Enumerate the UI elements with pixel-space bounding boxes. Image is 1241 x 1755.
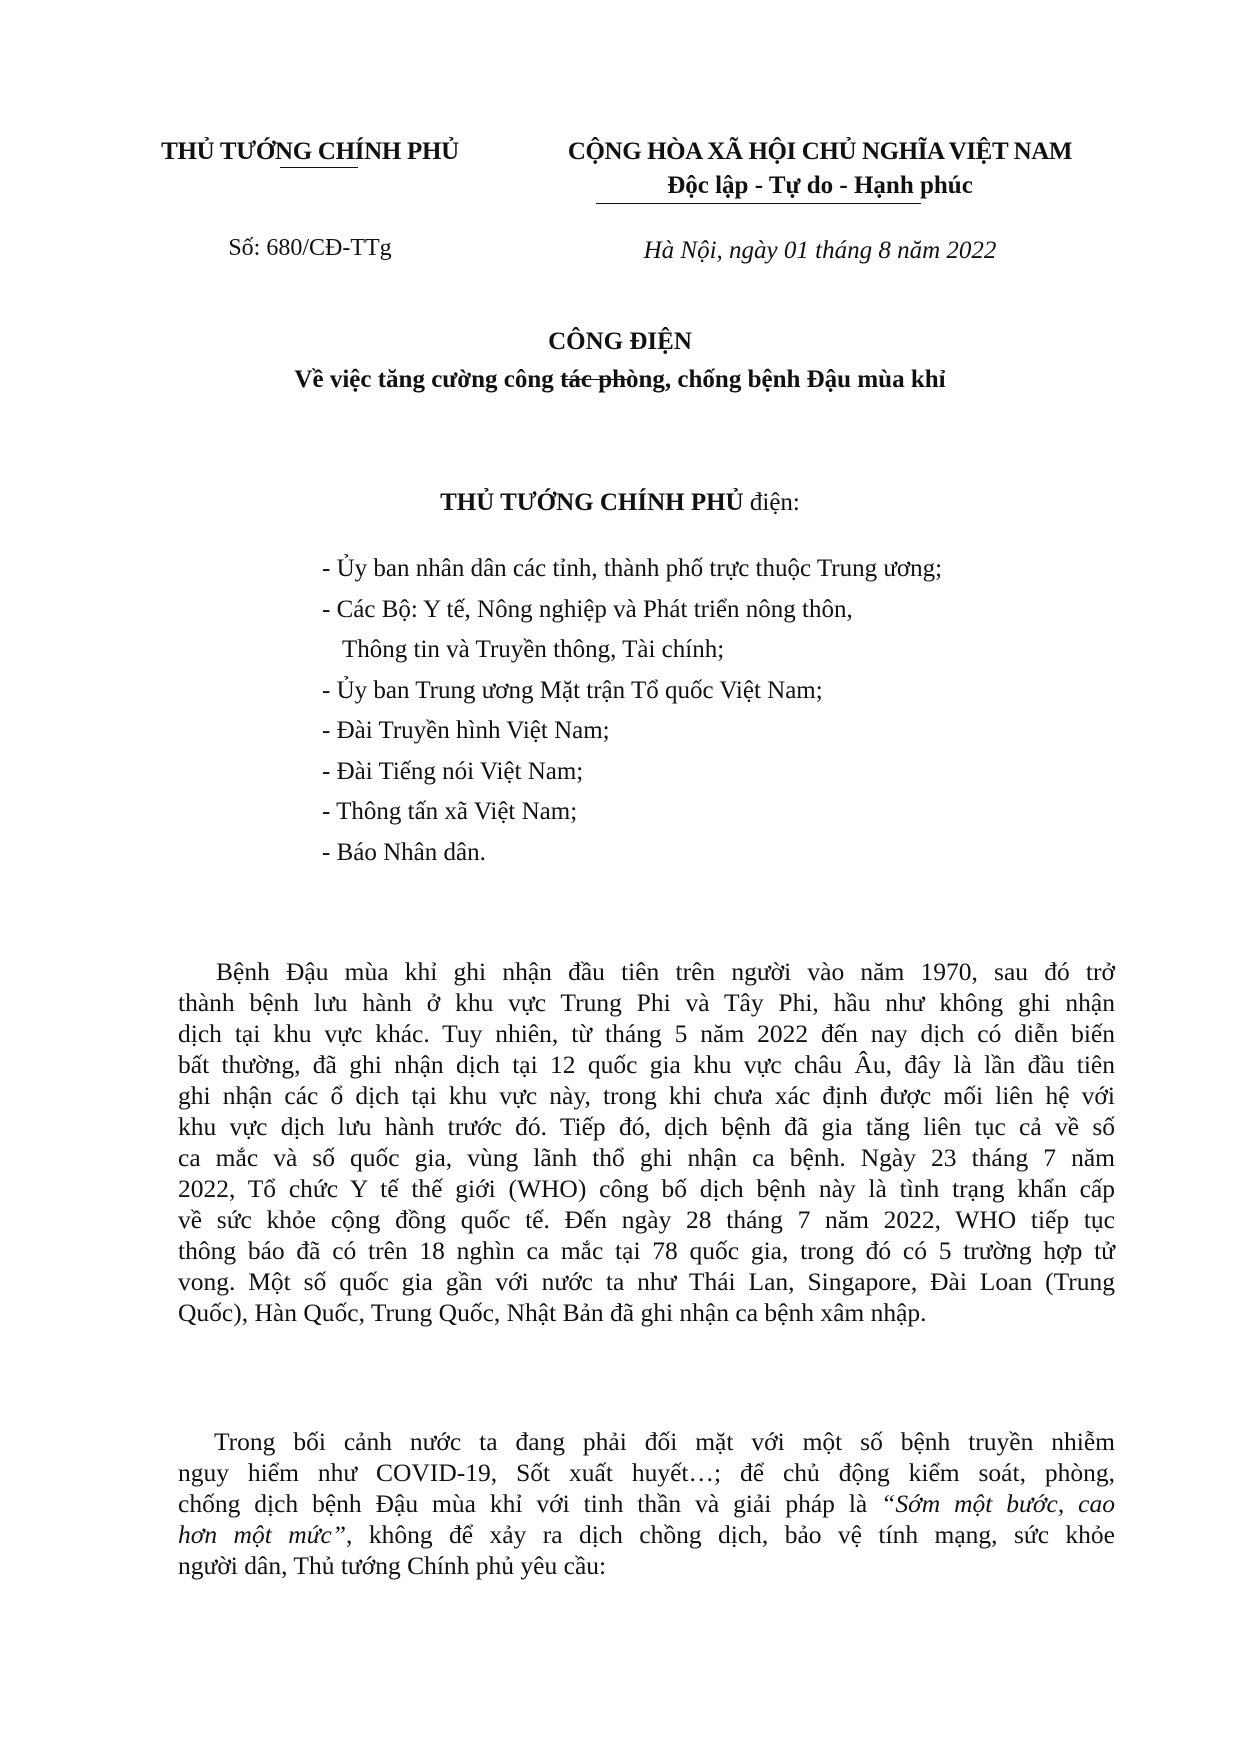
slogan-quote-start: “Sớm một bước, cao bbox=[881, 1489, 1115, 1518]
paragraph-line: nguy hiểm như COVID-19, Sốt xuất huyết…; để chủ động kiểm soát, phòng, bbox=[178, 1458, 1115, 1487]
paragraph-line: ghi nhận các ổ dịch tại khu vực này, trong khi chưa xác định được mối liên hệ với bbox=[178, 1081, 1115, 1110]
recipient-item: - Đài Truyền hình Việt Nam; bbox=[322, 717, 610, 744]
paragraph-line: người dân, Thủ tướng Chính phủ yêu cầu: bbox=[178, 1551, 607, 1580]
place-and-date: Hà Nội, ngày 01 tháng 8 năm 2022 bbox=[643, 237, 997, 264]
slogan-quote-end: hơn một mức” bbox=[178, 1520, 347, 1549]
recipient-list bbox=[322, 549, 942, 873]
recipient-item: - Ủy ban Trung ương Mặt trận Tổ quốc Việt Nam; bbox=[322, 676, 823, 704]
body-paragraph-1 bbox=[178, 956, 1115, 1328]
sender-suffix: điện: bbox=[743, 489, 800, 516]
paragraph-line: thành bệnh lưu hành ở khu vực Trung Phi và Tây Phi, hầu như không ghi nhận bbox=[178, 988, 1115, 1017]
issuer-underline bbox=[280, 167, 358, 168]
paragraph-line: về sức khỏe cộng đồng quốc tế. Đến ngày 28 tháng 7 năm 2022, WHO tiếp tục bbox=[178, 1205, 1115, 1234]
paragraph-text: chống dịch bệnh Đậu mùa khỉ với tinh thần và giải pháp là bbox=[178, 1489, 882, 1518]
recipient-item: - Thông tấn xã Việt Nam; bbox=[322, 798, 578, 825]
paragraph-line: Bệnh Đậu mùa khỉ ghi nhận đầu tiên trên người vào năm 1970, sau đó trở bbox=[216, 957, 1115, 986]
motto-underline bbox=[596, 203, 921, 204]
paragraph-line: vong. Một số quốc gia gần với nước ta như Thái Lan, Singapore, Đài Loan (Trung bbox=[178, 1267, 1115, 1296]
recipient-item: - Ủy ban nhân dân các tỉnh, thành phố trực thuộc Trung ương; bbox=[322, 555, 943, 582]
document-type-title: CÔNG ĐIỆN bbox=[548, 328, 692, 355]
body-paragraph-2 bbox=[178, 1426, 1115, 1581]
paragraph-line: Trong bối cảnh nước ta đang phải đối mặt với một số bệnh truyền nhiễm bbox=[214, 1427, 1115, 1456]
sender-name: THỦ TƯỚNG CHÍNH PHỦ bbox=[440, 489, 744, 516]
national-motto: Độc lập - Tự do - Hạnh phúc bbox=[667, 172, 973, 199]
recipient-item: - Báo Nhân dân. bbox=[322, 838, 486, 866]
recipient-item: - Các Bộ: Y tế, Nông nghiệp và Phát triển nông thôn, bbox=[322, 595, 853, 623]
paragraph-line: thông báo đã có trên 18 nghìn ca mắc tại 78 quốc gia, trong đó có 5 trường hợp tử bbox=[178, 1236, 1115, 1265]
document-subject: Về việc tăng cường công tác phòng, chống bệnh Đậu mùa khỉ bbox=[294, 366, 946, 393]
paragraph-line: ca mắc và số quốc gia, vùng lãnh thổ ghi nhận ca bệnh. Ngày 23 tháng 7 năm bbox=[178, 1143, 1115, 1172]
issuer-heading: THỦ TƯỚNG CHÍNH PHỦ bbox=[161, 138, 459, 165]
document-number: Số: 680/CĐ-TTg bbox=[228, 235, 392, 261]
paragraph-line: 2022, Tổ chức Y tế thế giới (WHO) công bố dịch bệnh này là tình trạng khẩn cấp bbox=[178, 1174, 1115, 1203]
paragraph-line bbox=[178, 1488, 1115, 1519]
subject-underline bbox=[565, 379, 627, 380]
paragraph-line bbox=[178, 1519, 1115, 1550]
paragraph-line: dịch tại khu vực khác. Tuy nhiên, từ tháng 5 năm 2022 đến nay dịch có diễn biến bbox=[178, 1019, 1115, 1048]
paragraph-line: bất thường, đã ghi nhận dịch tại 12 quốc gia khu vực châu Âu, đây là lần đầu tiên bbox=[178, 1050, 1115, 1079]
nation-heading: CỘNG HÒA XÃ HỘI CHỦ NGHĨA VIỆT NAM bbox=[567, 138, 1073, 165]
paragraph-line: khu vực dịch lưu hành trước đó. Tiếp đó, dịch bệnh đã gia tăng liên tục cả về số bbox=[178, 1112, 1115, 1141]
paragraph-text: , không để xảy ra dịch chồng dịch, bảo vệ tính mạng, sức khỏe bbox=[346, 1520, 1115, 1549]
sender-line bbox=[150, 489, 1090, 517]
paragraph-line: Quốc), Hàn Quốc, Trung Quốc, Nhật Bản đã ghi nhận ca bệnh xâm nhập. bbox=[178, 1298, 927, 1327]
recipient-item: - Đài Tiếng nói Việt Nam; bbox=[322, 757, 584, 785]
recipient-item-continuation: Thông tin và Truyền thông, Tài chính; bbox=[342, 636, 725, 663]
